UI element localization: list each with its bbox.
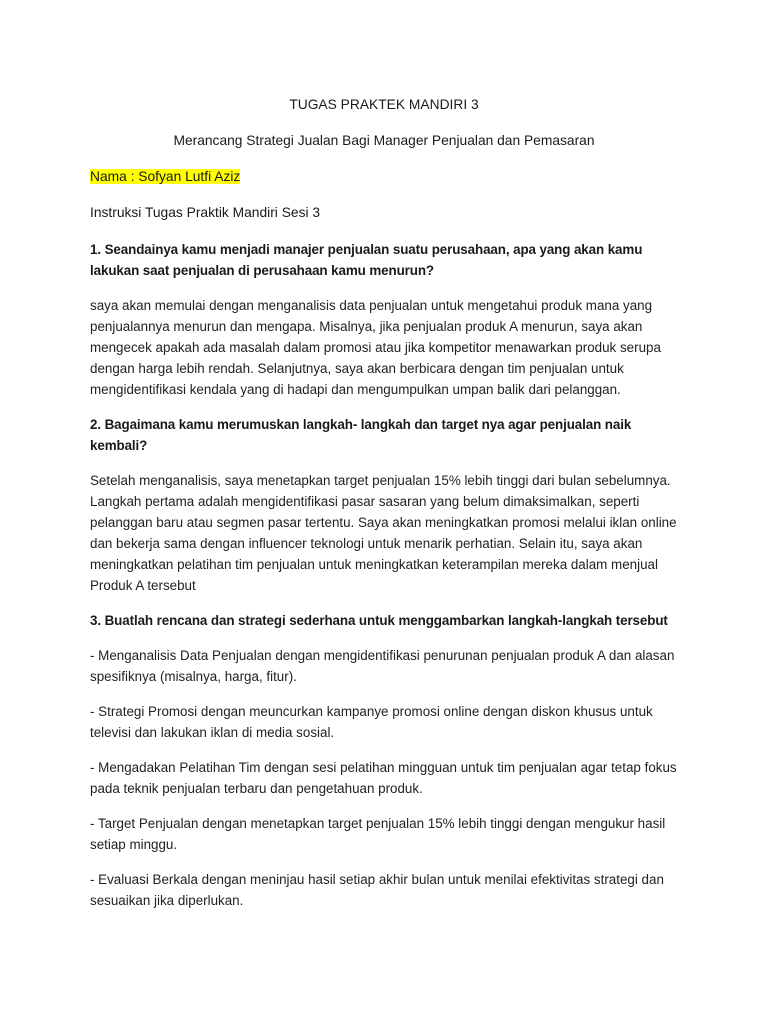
strategy-item-analysis: - Menganalisis Data Penjualan dengan mengidentifikasi penurunan penjualan produk A dan alasan spesifiknya (misalnya, harga, fitur).: [90, 648, 675, 684]
student-name-line: [90, 166, 678, 187]
document-subtitle: Merancang Strategi Jualan Bagi Manager Penjualan dan Pemasaran: [173, 133, 595, 148]
strategy-item-target: - Target Penjualan dengan menetapkan target penjualan 15% lebih tinggi dengan mengukur hasil setiap minggu.: [90, 816, 666, 852]
document-title: TUGAS PRAKTEK MANDIRI 3: [289, 97, 479, 112]
instruction-heading: Instruksi Tugas Praktik Mandiri Sesi 3: [90, 205, 321, 220]
answer-2: Setelah menganalisis, saya menetapkan target penjualan 15% lebih tinggi dari bulan sebelumnya. Langkah pertama adalah mengidentifikasi pasar sasaran yang belum dimaksimalkan, seperti pelanggan baru atau segmen pasar tertentu. Saya akan meningkatkan promosi melalui iklan online dan bekerja sama dengan influencer teknologi untuk menarik perhatian. Selain itu, saya akan meningkatkan pelatihan tim penjualan untuk meningkatkan keterampilan mereka dalam menjual Produk A tersebut: [90, 473, 677, 593]
answer-1: saya akan memulai dengan menganalisis data penjualan untuk mengetahui produk mana yang penjualannya menurun dan mengapa. Misalnya, jika penjualan produk A menurun, saya akan mengecek apakah ada masalah dalam promosi atau jika kompetitor menawarkan produk serupa dengan harga lebih rendah. Selanjutnya, saya akan berbicara dengan tim penjualan untuk mengidentifikasi kendala yang di hadapi dan mengumpulkan umpan balik dari pelanggan.: [90, 298, 661, 397]
strategy-item-promotion: - Strategi Promosi dengan meuncurkan kampanye promosi online dengan diskon khusus untuk televisi dan lakukan iklan di media sosial.: [90, 704, 653, 740]
question-2: 2. Bagaimana kamu merumuskan langkah- langkah dan target nya agar penjualan naik kembali?: [90, 417, 632, 453]
question-1: 1. Seandainya kamu menjadi manajer penjualan suatu perusahaan, apa yang akan kamu lakukan saat penjualan di perusahaan kamu menurun?: [90, 242, 643, 278]
student-name: Nama : Sofyan Lutfi Aziz: [90, 169, 241, 184]
strategy-item-training: - Mengadakan Pelatihan Tim dengan sesi pelatihan mingguan untuk tim penjualan agar tetap fokus pada teknik penjualan terbaru dan pengetahuan produk.: [90, 760, 677, 796]
question-3: 3. Buatlah rencana dan strategi sederhana untuk menggambarkan langkah-langkah tersebut: [90, 613, 668, 628]
strategy-item-evaluation: - Evaluasi Berkala dengan meninjau hasil setiap akhir bulan untuk menilai efektivitas strategi dan sesuaikan jika diperlukan.: [90, 872, 664, 908]
